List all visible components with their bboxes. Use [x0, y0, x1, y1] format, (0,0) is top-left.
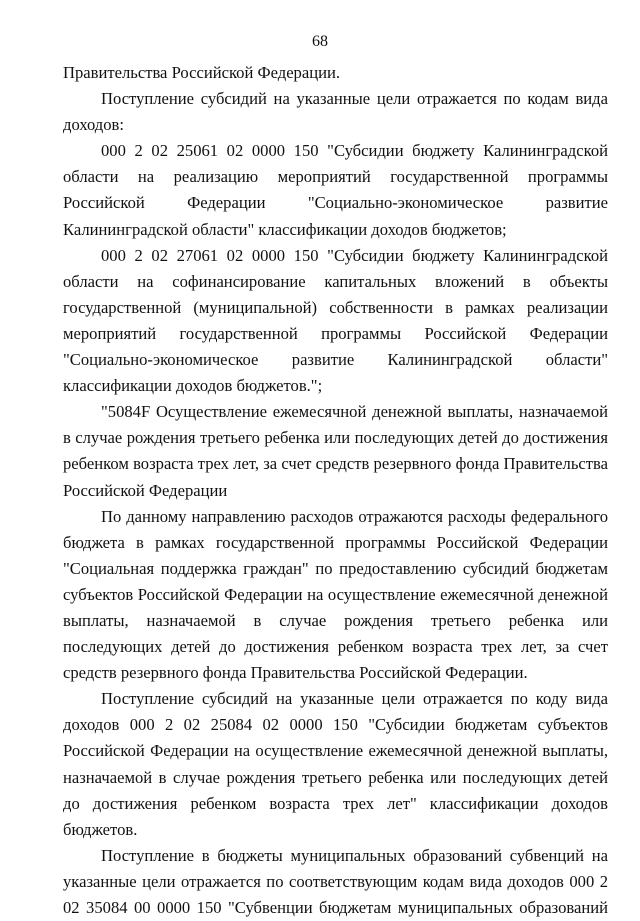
paragraph: Поступление в бюджеты муниципальных образований субвенций на указанные цели отражается по соответствующим кодам вида доходов 000 2 02 35084 00 0000 150 "Субвенции бюджетам муниципальных образований: [63, 845, 608, 917]
page-number: 68: [312, 33, 328, 50]
paragraph: 000 2 02 25061 02 0000 150 "Субсидии бюджету Калининградской области на реализацию мероприятий государственной программы Российской Федерации "Социально-экономическое развитие Калининградской области" классификации доходов бюджетов;: [63, 141, 608, 239]
paragraph: По данному направлению расходов отражаются расходы федерального бюджета в рамках государственной программы Российской Федерации "Социальная поддержка граждан" по предоставлению субсидий бюджетам субъектов Российской Федерации на осуществление ежемесячной денежной выплаты, назначаемой в случае рождения третьего ребенка или последующих детей до достижения ребенком возраста трех лет, за счет средств резервного фонда Правительства Российской Федерации.: [63, 506, 608, 683]
paragraph: "5084F Осуществление ежемесячной денежной выплаты, назначаемой в случае рождения третьего ребенка или последующих детей до достижения ребенком возраста трех лет, за счет средств резервного фонда Правительства Российской Федерации: [63, 402, 608, 500]
paragraph: 000 2 02 27061 02 0000 150 "Субсидии бюджету Калининградской области на софинансирование капитальных вложений в объекты государственной (муниципальной) собственности в рамках реализации мероприятий государственной программы Российской Федерации "Социально-экономическое развитие Калининградской области" классификации доходов бюджетов.";: [63, 245, 608, 396]
paragraph: Правительства Российской Федерации.: [63, 63, 341, 82]
document-body: [63, 60, 608, 921]
paragraph: Поступление субсидий на указанные цели отражается по коду вида доходов 000 2 02 25084 02 0000 150 "Субсидии бюджетам субъектов Российской Федерации на осуществление ежемесячной денежной выплаты, назначаемой в случае рождения третьего ребенка или последующих детей до достижения ребенком возраста трех лет" классификации доходов бюджетов.: [63, 689, 608, 839]
paragraph: Поступление субсидий на указанные цели отражается по кодам вида доходов:: [63, 89, 608, 135]
